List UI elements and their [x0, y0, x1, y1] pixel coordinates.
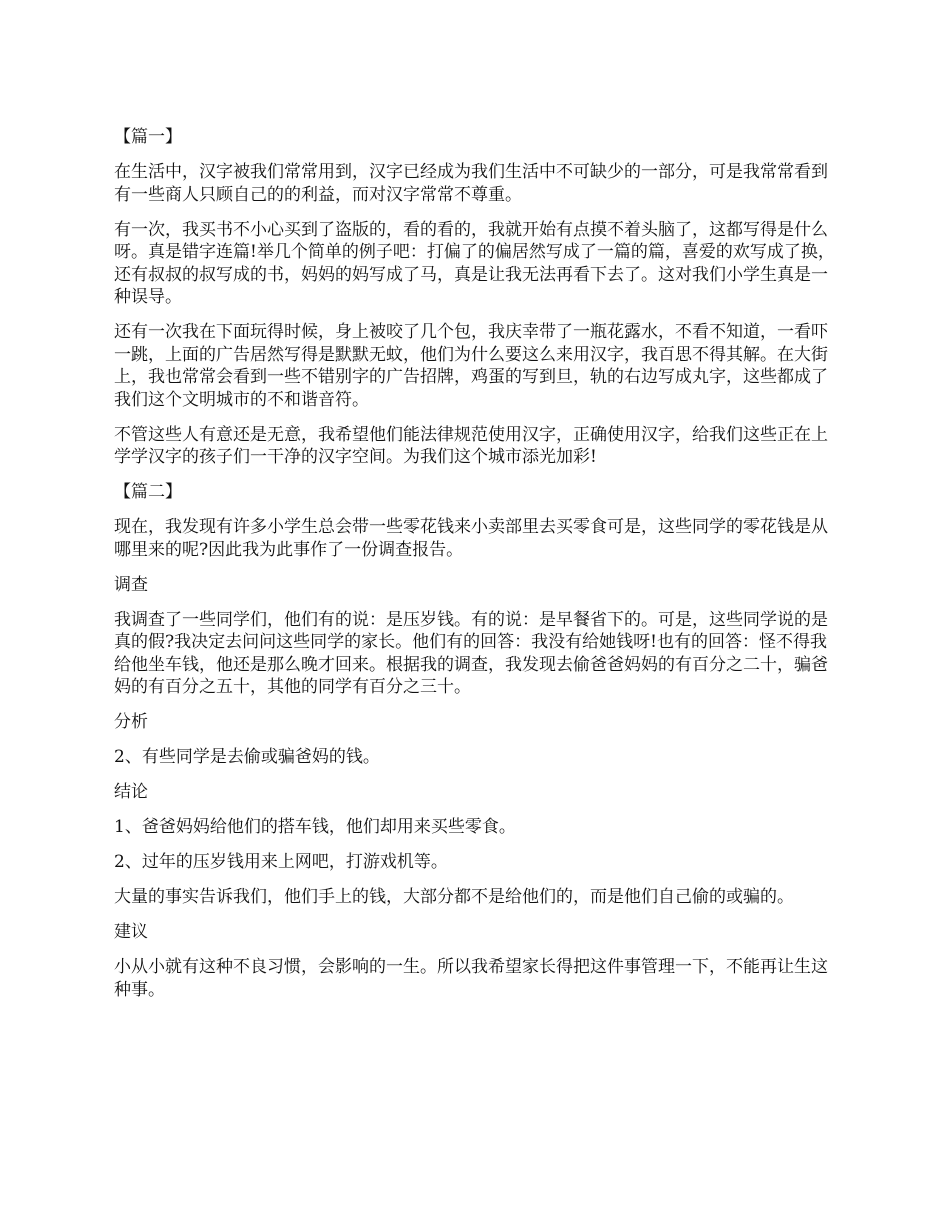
paragraph-10: 大量的事实告诉我们，他们手上的钱，大部分都不是给他们的，而是他们自己偷的或骗的。 — [114, 887, 794, 907]
subheading-survey: 调查 — [114, 574, 148, 595]
paragraph-8: 1、爸爸妈妈给他们的搭车钱，他们却用来买些零食。 — [114, 817, 516, 837]
section-heading-2: 【篇二】 — [114, 482, 182, 502]
paragraph-11: 小从小就有这种不良习惯，会影响的一生。所以我希望家长得把这件事管理一下，不能再让生这种事。 — [114, 957, 828, 1000]
section-heading-1: 【篇一】 — [114, 127, 182, 147]
paragraph-1: 在生活中，汉字被我们常常用到，汉字已经成为我们生活中不可缺少的一部分，可是我常常看到有一些商人只顾自己的的利益，而对汉字常常不尊重。 — [114, 162, 828, 205]
paragraph-4: 不管这些人有意还是无意，我希望他们能法律规范使用汉字，正确使用汉字，给我们这些正在上学学汉字的孩子们一干净的汉字空间。为我们这个城市添光加彩! — [114, 424, 828, 467]
subheading-suggestion: 建议 — [114, 922, 148, 942]
paragraph-5: 现在，我发现有许多小学生总会带一些零花钱来小卖部里去买零食可是，这些同学的零花钱是从哪里来的呢?因此我为此事作了一份调查报告。 — [114, 517, 828, 560]
subheading-conclusion: 结论 — [114, 782, 148, 802]
document-body — [114, 126, 840, 1014]
subheading-analysis: 分析 — [114, 712, 148, 732]
paragraph-3: 还有一次我在下面玩得时候，身上被咬了几个包，我庆幸带了一瓶花露水，不看不知道，一看吓一跳，上面的广告居然写得是默默无蚊，他们为什么要这么来用汉字，我百思不得其解。在大街上，我也常常会看到一些不错别字的广告招牌，鸡蛋的写到旦，轨的右边写成丸字，这些都成了我们这个文明城市的不和谐音符。 — [114, 322, 828, 410]
paragraph-9: 2、过年的压岁钱用来上网吧，打游戏机等。 — [114, 852, 448, 872]
paragraph-7: 2、有些同学是去偷或骗爸妈的钱。 — [114, 747, 380, 767]
paragraph-2: 有一次，我买书不小心买到了盗版的，看的看的，我就开始有点摸不着头脑了，这都写得是什么呀。真是错字连篇!举几个简单的例子吧：打偏了的偏居然写成了一篇的篇，喜爱的欢写成了换，还有叔叔的叔写成的书，妈妈的妈写成了马，真是让我无法再看下去了。这对我们小学生真是一种误导。 — [114, 219, 835, 307]
paragraph-6: 我调查了一些同学们，他们有的说：是压岁钱。有的说：是早餐省下的。可是，这些同学说的是真的假?我决定去问问这些同学的家长。他们有的回答：我没有给她钱呀!也有的回答：怪不得我给他坐车钱，他还是那么晚才回来。根据我的调查，我发现去偷爸爸妈妈的有百分之二十，骗爸妈的有百分之五十，其他的同学有百分之三十。 — [114, 609, 828, 697]
